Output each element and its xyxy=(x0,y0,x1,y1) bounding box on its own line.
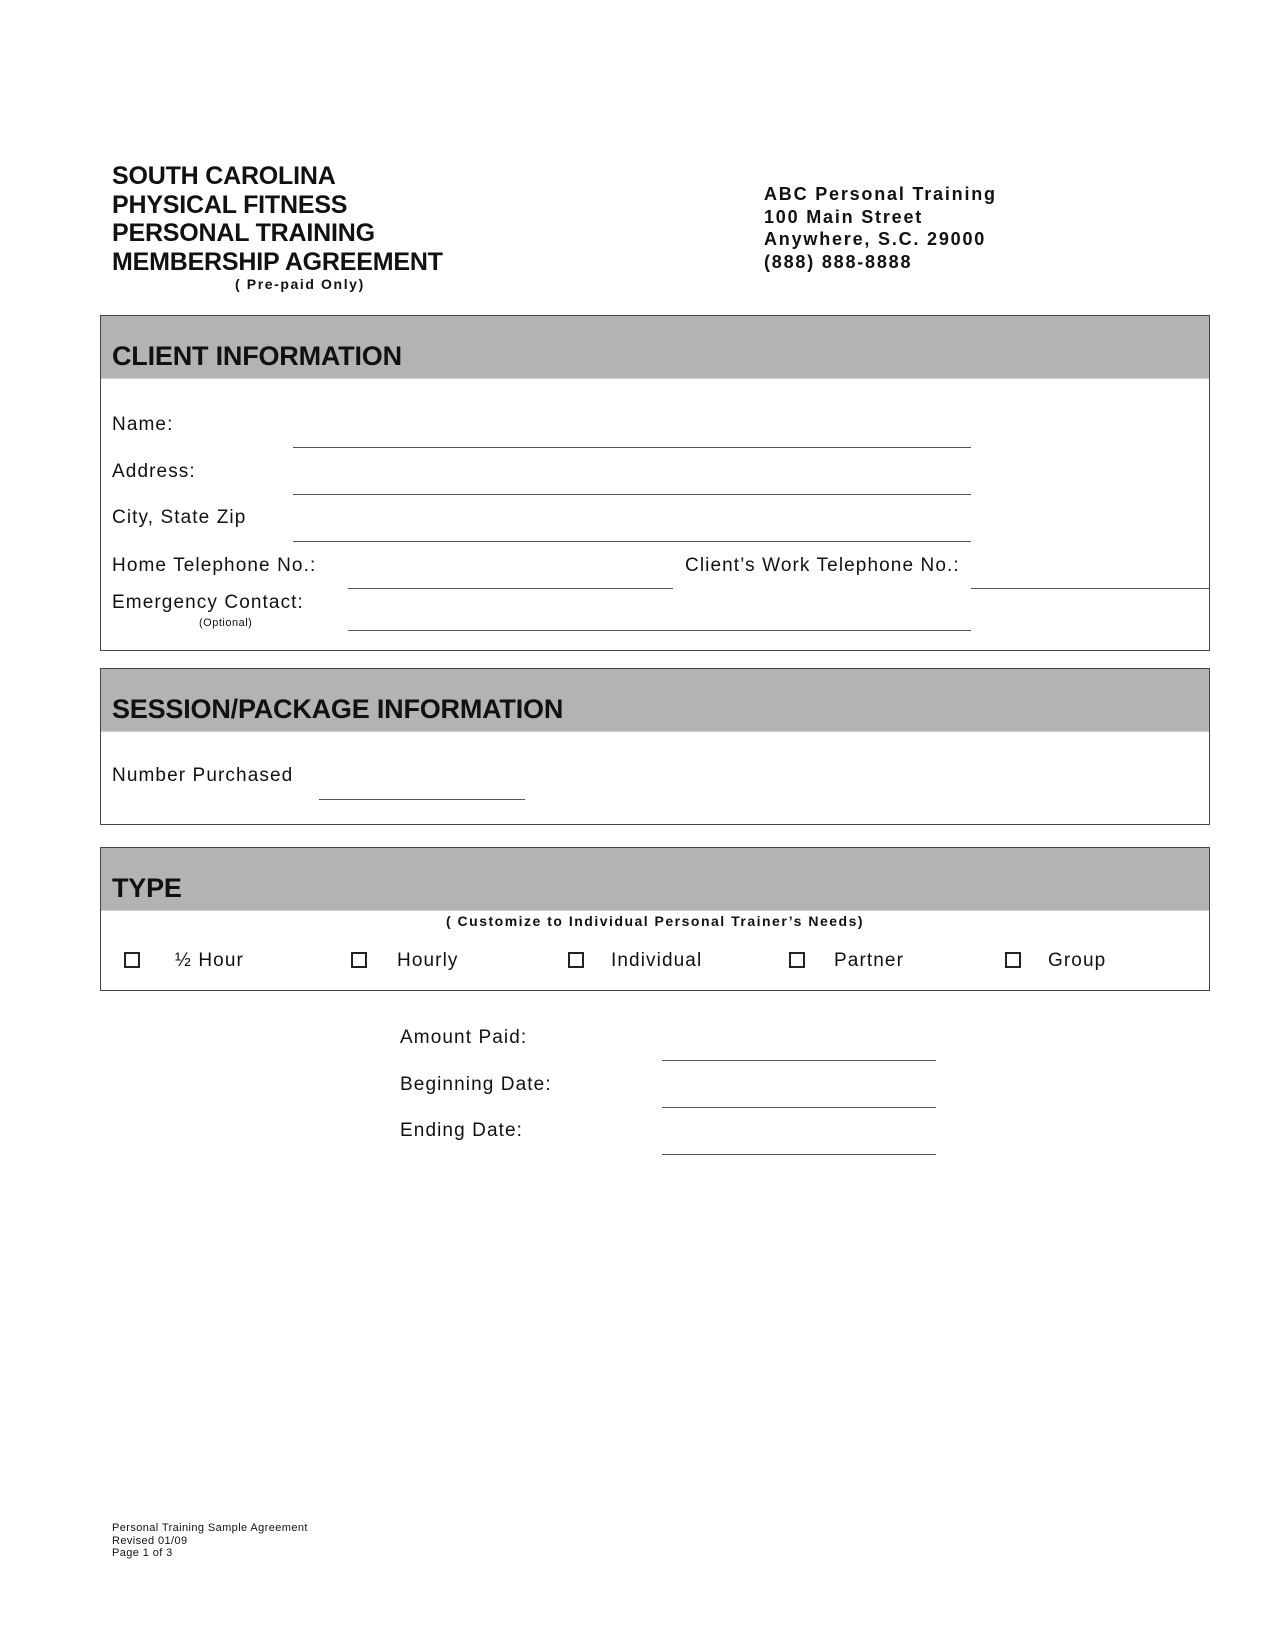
partner-checkbox[interactable] xyxy=(789,952,805,968)
title-line-2: PHYSICAL FITNESS xyxy=(112,190,348,219)
optional-note: (Optional) xyxy=(199,617,253,629)
company-street: 100 Main Street xyxy=(764,206,924,227)
session-package-header xyxy=(101,669,1209,732)
group-label: Group xyxy=(1048,950,1107,971)
ending-date-label: Ending Date: xyxy=(400,1120,524,1141)
beginning-date-field[interactable] xyxy=(662,1107,936,1108)
hourly-checkbox[interactable] xyxy=(351,952,367,968)
footer-page-number: Page 1 of 3 xyxy=(112,1547,173,1559)
amount-paid-field[interactable] xyxy=(662,1060,936,1061)
page-footer xyxy=(112,1522,308,1560)
home-telephone-label: Home Telephone No.: xyxy=(112,555,317,576)
home-telephone-field[interactable] xyxy=(348,588,673,589)
work-telephone-label: Client’s Work Telephone No.: xyxy=(685,555,960,576)
title-line-4: MEMBERSHIP AGREEMENT xyxy=(112,247,443,276)
type-header xyxy=(101,848,1209,911)
number-purchased-field[interactable] xyxy=(319,799,525,800)
address-field[interactable] xyxy=(293,494,971,495)
title-line-3: PERSONAL TRAINING xyxy=(112,219,375,247)
client-information-header xyxy=(101,316,1209,379)
company-name: ABC Personal Training xyxy=(764,184,997,204)
individual-label: Individual xyxy=(611,950,703,971)
ending-date-field[interactable] xyxy=(662,1154,936,1155)
company-city: Anywhere, S.C. 29000 xyxy=(764,229,987,249)
number-purchased-label: Number Purchased xyxy=(112,765,294,786)
group-checkbox[interactable] xyxy=(1005,952,1021,968)
document-subtitle: ( Pre-paid Only) xyxy=(235,276,365,292)
half-hour-label: ½ Hour xyxy=(175,950,244,971)
type-customize-note: ( Customize to Individual Personal Trainer’s Needs) xyxy=(446,913,865,929)
footer-document-name: Personal Training Sample Agreement xyxy=(112,1522,308,1534)
section-heading: SESSION/PACKAGE INFORMATION xyxy=(112,694,564,724)
amount-paid-label: Amount Paid: xyxy=(400,1027,528,1048)
half-hour-checkbox[interactable] xyxy=(124,952,140,968)
beginning-date-label: Beginning Date: xyxy=(400,1074,552,1095)
footer-revision: Revised 01/09 xyxy=(112,1534,188,1547)
title-line-1: SOUTH CAROLINA xyxy=(112,162,336,190)
name-label: Name: xyxy=(112,414,174,435)
individual-checkbox[interactable] xyxy=(568,952,584,968)
hourly-label: Hourly xyxy=(397,950,459,971)
type-section xyxy=(100,847,1210,991)
emergency-contact-field[interactable] xyxy=(348,630,971,631)
emergency-contact-label: Emergency Contact: xyxy=(112,592,304,613)
client-information-section xyxy=(100,315,1210,651)
session-package-section xyxy=(100,668,1210,825)
company-phone: (888) 888-8888 xyxy=(764,251,913,272)
section-heading: CLIENT INFORMATION xyxy=(112,341,402,371)
section-heading: TYPE xyxy=(112,873,182,903)
company-address-block xyxy=(764,183,997,273)
name-field[interactable] xyxy=(293,447,971,448)
partner-label: Partner xyxy=(834,950,905,971)
document-title xyxy=(112,162,443,276)
city-state-zip-field[interactable] xyxy=(293,541,971,542)
work-telephone-field[interactable] xyxy=(971,588,1209,589)
address-label: Address: xyxy=(112,461,196,482)
city-state-zip-label: City, State Zip xyxy=(112,507,247,528)
